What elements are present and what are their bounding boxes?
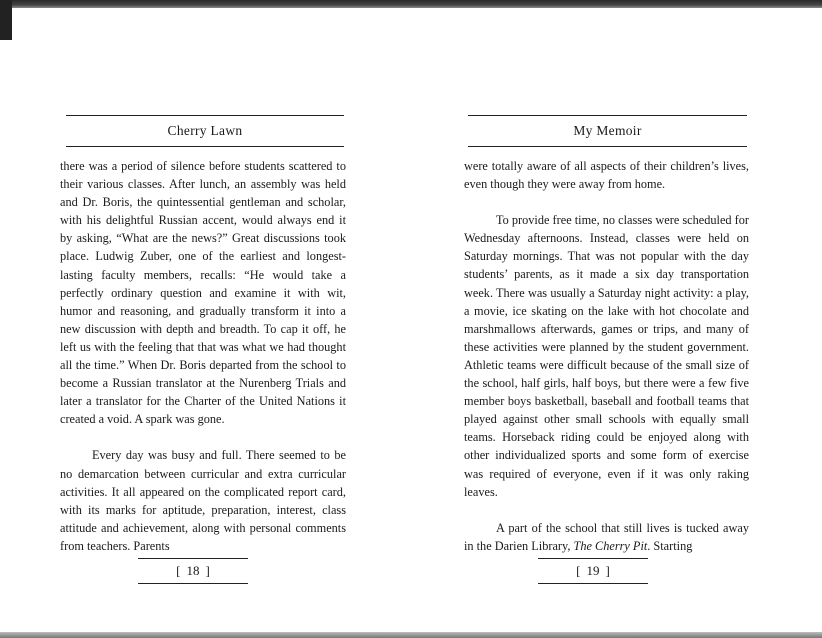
page-number-value: 18 — [186, 563, 200, 578]
left-paragraph-2: Every day was busy and full. There seemed to be no demarcation between curricular and extra curricular activities. It all appeared on the complicated report card, with its marks for aptitude, preparation, interest, class attitude and achievement, along with personal comments from teachers. Parents — [60, 448, 346, 553]
right-paragraph-3-after: . Starting — [647, 538, 693, 553]
page-number-value: 19 — [586, 563, 600, 578]
right-body-text — [464, 157, 749, 555]
page-number-bracket-close: ] — [605, 563, 610, 578]
right-running-head: My Memoir — [468, 115, 747, 147]
right-paragraph-2: To provide free time, no classes were scheduled for Wednesday afternoons. Instead, classes were held on Saturday mornings. That was not popular with the day students’ parents, as it made a six day transportation week. There was usually a Saturday night activity: a play, a movie, ice skating on the lake with hot chocolate and marshmallows afterwards, games or trips, and many of these activities were planned by the student government. Athletic teams were difficult because of the small size of the school, half girls, half boys, but there were a few five member boys basketball, baseball and football teams that played against other small schools with equally small teams. Horseback riding could be enjoyed along with other individualized sports and some form of exercise was required of everyone, even if it was only raking leaves. — [464, 213, 749, 499]
right-paragraph-3-before: A part of the school that still lives is tucked away in the Darien Library, — [464, 520, 749, 553]
left-paragraph-1: there was a period of silence before students scattered to their various classes. After lunch, an assembly was held and Dr. Boris, the quintessential gentleman and scholar, with his delightful Russian accent, would always end it by asking, “What are the news?” Great discussions took place. Ludwig Zuber, one of the earliest and longest-lasting faculty members, recalls: “He would take a perfectly ordinary question and examine it with wit, humor and reasoning, and gradually transform it into a new discussion with depth and breadth. To cap it off, he left us with the feeling that that was what we had thought all the time.” When Dr. Boris departed from the school to become a Russian translator at the Nurenberg Trials and later a translator for the Charter of the United Nations it created a void. A spark was gone. — [60, 159, 346, 427]
page-number-bracket-open: [ — [576, 563, 581, 578]
left-body-text — [60, 157, 346, 555]
right-page — [464, 0, 749, 638]
page-number-bracket-open: [ — [176, 563, 181, 578]
book-title: The Cherry Pit — [573, 538, 648, 553]
right-paragraph-3 — [464, 519, 749, 555]
left-running-head: Cherry Lawn — [66, 115, 344, 147]
right-paragraph-1: were totally aware of all aspects of their children’s lives, even though they were away from home. — [464, 159, 749, 192]
right-page-number — [538, 558, 648, 584]
left-page — [60, 0, 346, 638]
scan-edge-corner — [0, 0, 12, 40]
left-page-number — [138, 558, 248, 584]
page-number-bracket-close: ] — [205, 563, 210, 578]
